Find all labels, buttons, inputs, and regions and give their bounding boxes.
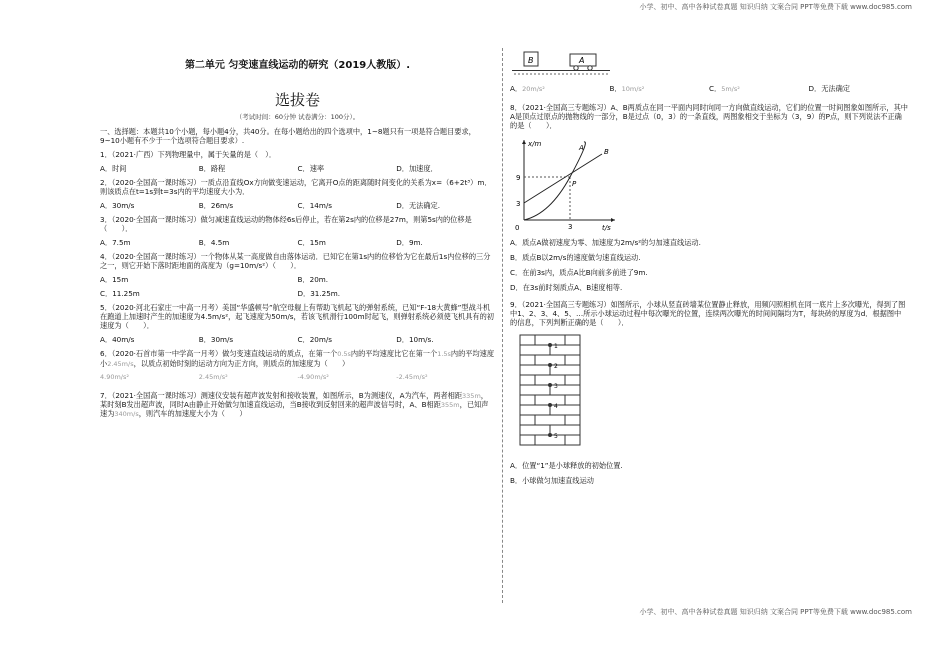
- option-a[interactable]: A．质点A做初速度为零、加速度为2m/s²的匀加速直线运动.: [510, 238, 701, 248]
- option-b[interactable]: B．20m.: [297, 275, 329, 285]
- x-tick-3: 3: [568, 223, 573, 232]
- option-d[interactable]: D．无法确定: [808, 84, 850, 93]
- x-arrow: [611, 218, 615, 222]
- options: [100, 289, 495, 298]
- position-label: 1: [554, 343, 558, 351]
- option-a[interactable]: A．15m: [100, 275, 129, 285]
- line-b: [524, 154, 602, 203]
- option-b[interactable]: B．26m/s: [198, 201, 234, 211]
- origin-label: 0: [515, 224, 520, 233]
- y-axis-label: x/m: [528, 140, 542, 149]
- options: [510, 84, 908, 93]
- option-d[interactable]: -2.45m/s²: [396, 372, 428, 381]
- option-c[interactable]: C．20m/s: [297, 335, 333, 345]
- option-c[interactable]: C．14m/s: [297, 201, 333, 211]
- option-d[interactable]: D．在3s前时刻质点A、B速度相等.: [510, 283, 623, 293]
- ball-position: [548, 403, 552, 407]
- question-2: [100, 178, 495, 210]
- question-9: [510, 300, 908, 485]
- question-6: [100, 349, 495, 380]
- position-label: 2: [554, 363, 558, 371]
- label-p: P: [572, 180, 577, 189]
- ball-position: [548, 433, 552, 437]
- question-stem: 2．（2020·全国高一课时练习）一质点沿直线Ox方向做变速运动，它离开O点的距离随时间变化的关系为x=（6+2t³）m．则该质点在t=1s到t=3s内的平均速度大小为．: [100, 178, 492, 197]
- option-b[interactable]: B．10m/s²: [609, 84, 645, 93]
- figure-q8-graph: [510, 134, 620, 234]
- brick-wall: [520, 335, 580, 445]
- y-tick-9: 9: [516, 174, 521, 183]
- figure-q7: [510, 42, 620, 78]
- ball-position: [548, 343, 552, 347]
- options: [100, 335, 495, 344]
- question-stem: 1．（2021·广西）下列物理量中，属于矢量的是（ ）．: [100, 150, 277, 160]
- column-divider: [502, 48, 503, 603]
- question-3: [100, 215, 495, 247]
- x-axis-label: t/s: [602, 224, 611, 233]
- option-c[interactable]: -4.90m/s²: [297, 372, 329, 381]
- option-b[interactable]: B．30m/s: [198, 335, 234, 345]
- option-a[interactable]: A．30m/s: [100, 201, 135, 211]
- question-stem: 3．（2020·全国高一课时练习）做匀减速直线运动的物体经6s后停止，若在第2s内的位移是27m，则第5s内的位移是（ ）．: [100, 215, 472, 234]
- option-a[interactable]: 4.90m/s²: [100, 372, 129, 381]
- wheel: [574, 66, 578, 70]
- speed-value: 2.45m/s: [107, 359, 134, 368]
- page-header: 小学、初中、高中各种试卷真题 知识归纳 文案合同 PPT等免费下载 www.doc985.com: [639, 3, 912, 11]
- option-a[interactable]: A．位置“1”是小球释放的初始位置.: [510, 461, 623, 471]
- question-4: [100, 252, 495, 298]
- option-c[interactable]: C．速率: [297, 164, 325, 174]
- option-d[interactable]: D．加速度．: [396, 164, 438, 174]
- ball-position: [548, 363, 552, 367]
- question-5: [100, 303, 495, 344]
- speed-value: 340m/s: [114, 410, 139, 418]
- question-stem: 8．（2021·全国高三专题练习）A、B两质点在同一平面内同时向同一方向做直线运动，它们的位置一时间图象如图所示，其中A是顶点过原点的抛物线的一部分，B是过点（0，3）的一条直线，两图象相交于坐标为（3，9）的P点，则下列说法不正确的是（ ）．: [510, 103, 908, 131]
- position-label: 4: [554, 403, 558, 411]
- question-stem: 5．（2020·河北石家庄一中高一月考）美国“华盛顿号”航空母舰上有帮助飞机起飞的弹射系统，已知“F-18大黄蜂”型战斗机在跑道上加速时产生的加速度为4.5m/s²，起飞速度为50m/s，若该飞机滑行100m时起飞，则弹射系统必须使飞机具有的初速度为（ ）．: [100, 303, 494, 331]
- option-c[interactable]: C．在前3s内，质点A比B向前多前进了9m.: [510, 268, 648, 278]
- fig7-label-b: B: [528, 56, 534, 65]
- position-label: 3: [554, 383, 558, 391]
- options: [100, 164, 495, 173]
- option-b[interactable]: B．路程: [198, 164, 226, 174]
- options: [100, 238, 495, 247]
- question-8: [510, 103, 908, 292]
- y-arrow: [522, 140, 526, 144]
- option-b[interactable]: B．4.5m: [198, 238, 230, 248]
- options: [100, 373, 495, 381]
- option-a[interactable]: A．时间: [100, 164, 127, 174]
- question-stem: 7．（2021·全国高一课时练习）测速仪安装有超声波发射和接收装置，如图所示，B为测速仪，A为汽车，两者相距335m，某时刻B发出超声波，同时A由静止开始做匀加速直线运动，当B接收到反射回来的超声波信号时，A、B相距355m，已知声速为340m/s，则汽车的加速度大小为（ ）: [100, 390, 489, 418]
- page-footer: 小学、初中、高中各种试卷真题 知识归纳 文案合同 PPT等免费下载 www.doc985.com: [639, 608, 912, 616]
- y-tick-3: 3: [516, 200, 521, 209]
- option-c[interactable]: C．15m: [297, 238, 326, 248]
- section-intro: 一、选择题：本题共10个小题，每小题4分，共40分。在每小题给出的四个选项中，1~8题只有一项是符合题目要求，9~10小题有不少于一个选项符合题目要求）.: [100, 127, 476, 146]
- exam-title: 第二单元 匀变速直线运动的研究（2019人教版）.: [184, 60, 411, 71]
- option-d[interactable]: D．9m.: [396, 238, 423, 248]
- option-a[interactable]: A．20m/s²: [510, 84, 545, 93]
- time-value: 1.5s: [437, 350, 451, 359]
- option-b[interactable]: 2.45m/s²: [198, 372, 228, 381]
- ball-position: [548, 383, 552, 387]
- option-b[interactable]: B．质点B以2m/s的速度做匀速直线运动.: [510, 253, 641, 263]
- option-a[interactable]: A．7.5m: [100, 238, 131, 248]
- options: [100, 275, 495, 284]
- question-stem: 4．（2020·全国高一课时练习）一个物体从某一高度做自由落体运动．已知它在第1s内的位移恰为它在最后1s内位移的三分之一，则它开始下落时距地面的高度为（g=10m/s²）（ ）．: [100, 252, 491, 271]
- options: [100, 201, 495, 210]
- question-stem: 6．（2020·石首市第一中学高一月考）做匀变速直线运动的质点，在第一个0.5s内的平均速度比它在第一个1.5s内的平均速度小2.45m/s，以质点初始时刻的运动方向为正方向，则质点的加速度为（ ）: [100, 349, 495, 368]
- option-b[interactable]: B．小球做匀加速直线运动: [510, 476, 594, 486]
- position-label: 5: [554, 433, 558, 441]
- figure-q9-brick-wall: [510, 333, 600, 453]
- question-1: [100, 150, 495, 173]
- option-c[interactable]: C．11.25m: [100, 289, 140, 299]
- wheel: [588, 66, 592, 70]
- distance-value: 335m: [462, 391, 481, 400]
- label-a: A: [579, 144, 584, 153]
- distance-value: 355m: [440, 400, 460, 409]
- option-d[interactable]: D．10m/s.: [396, 335, 434, 345]
- right-column: [510, 42, 908, 485]
- fig7-label-a: A: [579, 56, 585, 65]
- question-stem: 9．（2021·全国高三专题练习）如图所示，小球从竖直砖墙某位置静止释放，用频闪照相机在同一底片上多次曝光，得到了图中1、2、3、4、5、…所示小球运动过程中每次曝光的位置，连续两次曝光的时间间隔均为T，每块砖的厚度为d．根据图中的信息，下列判断正确的是（ ）．: [510, 300, 906, 328]
- option-a[interactable]: A．40m/s: [100, 335, 135, 345]
- exam-subtitle: 选拔卷: [274, 90, 320, 109]
- option-c[interactable]: C．5m/s²: [709, 84, 740, 93]
- exam-meta: （考试时间：60分钟 试卷满分：100分）。: [235, 113, 360, 122]
- label-b: B: [604, 148, 609, 157]
- left-column: [100, 50, 495, 418]
- option-d[interactable]: D．31.25m.: [297, 289, 341, 299]
- time-value: 0.5s: [337, 350, 351, 359]
- option-d[interactable]: D．无法确定.: [396, 201, 441, 211]
- question-7: [100, 391, 495, 418]
